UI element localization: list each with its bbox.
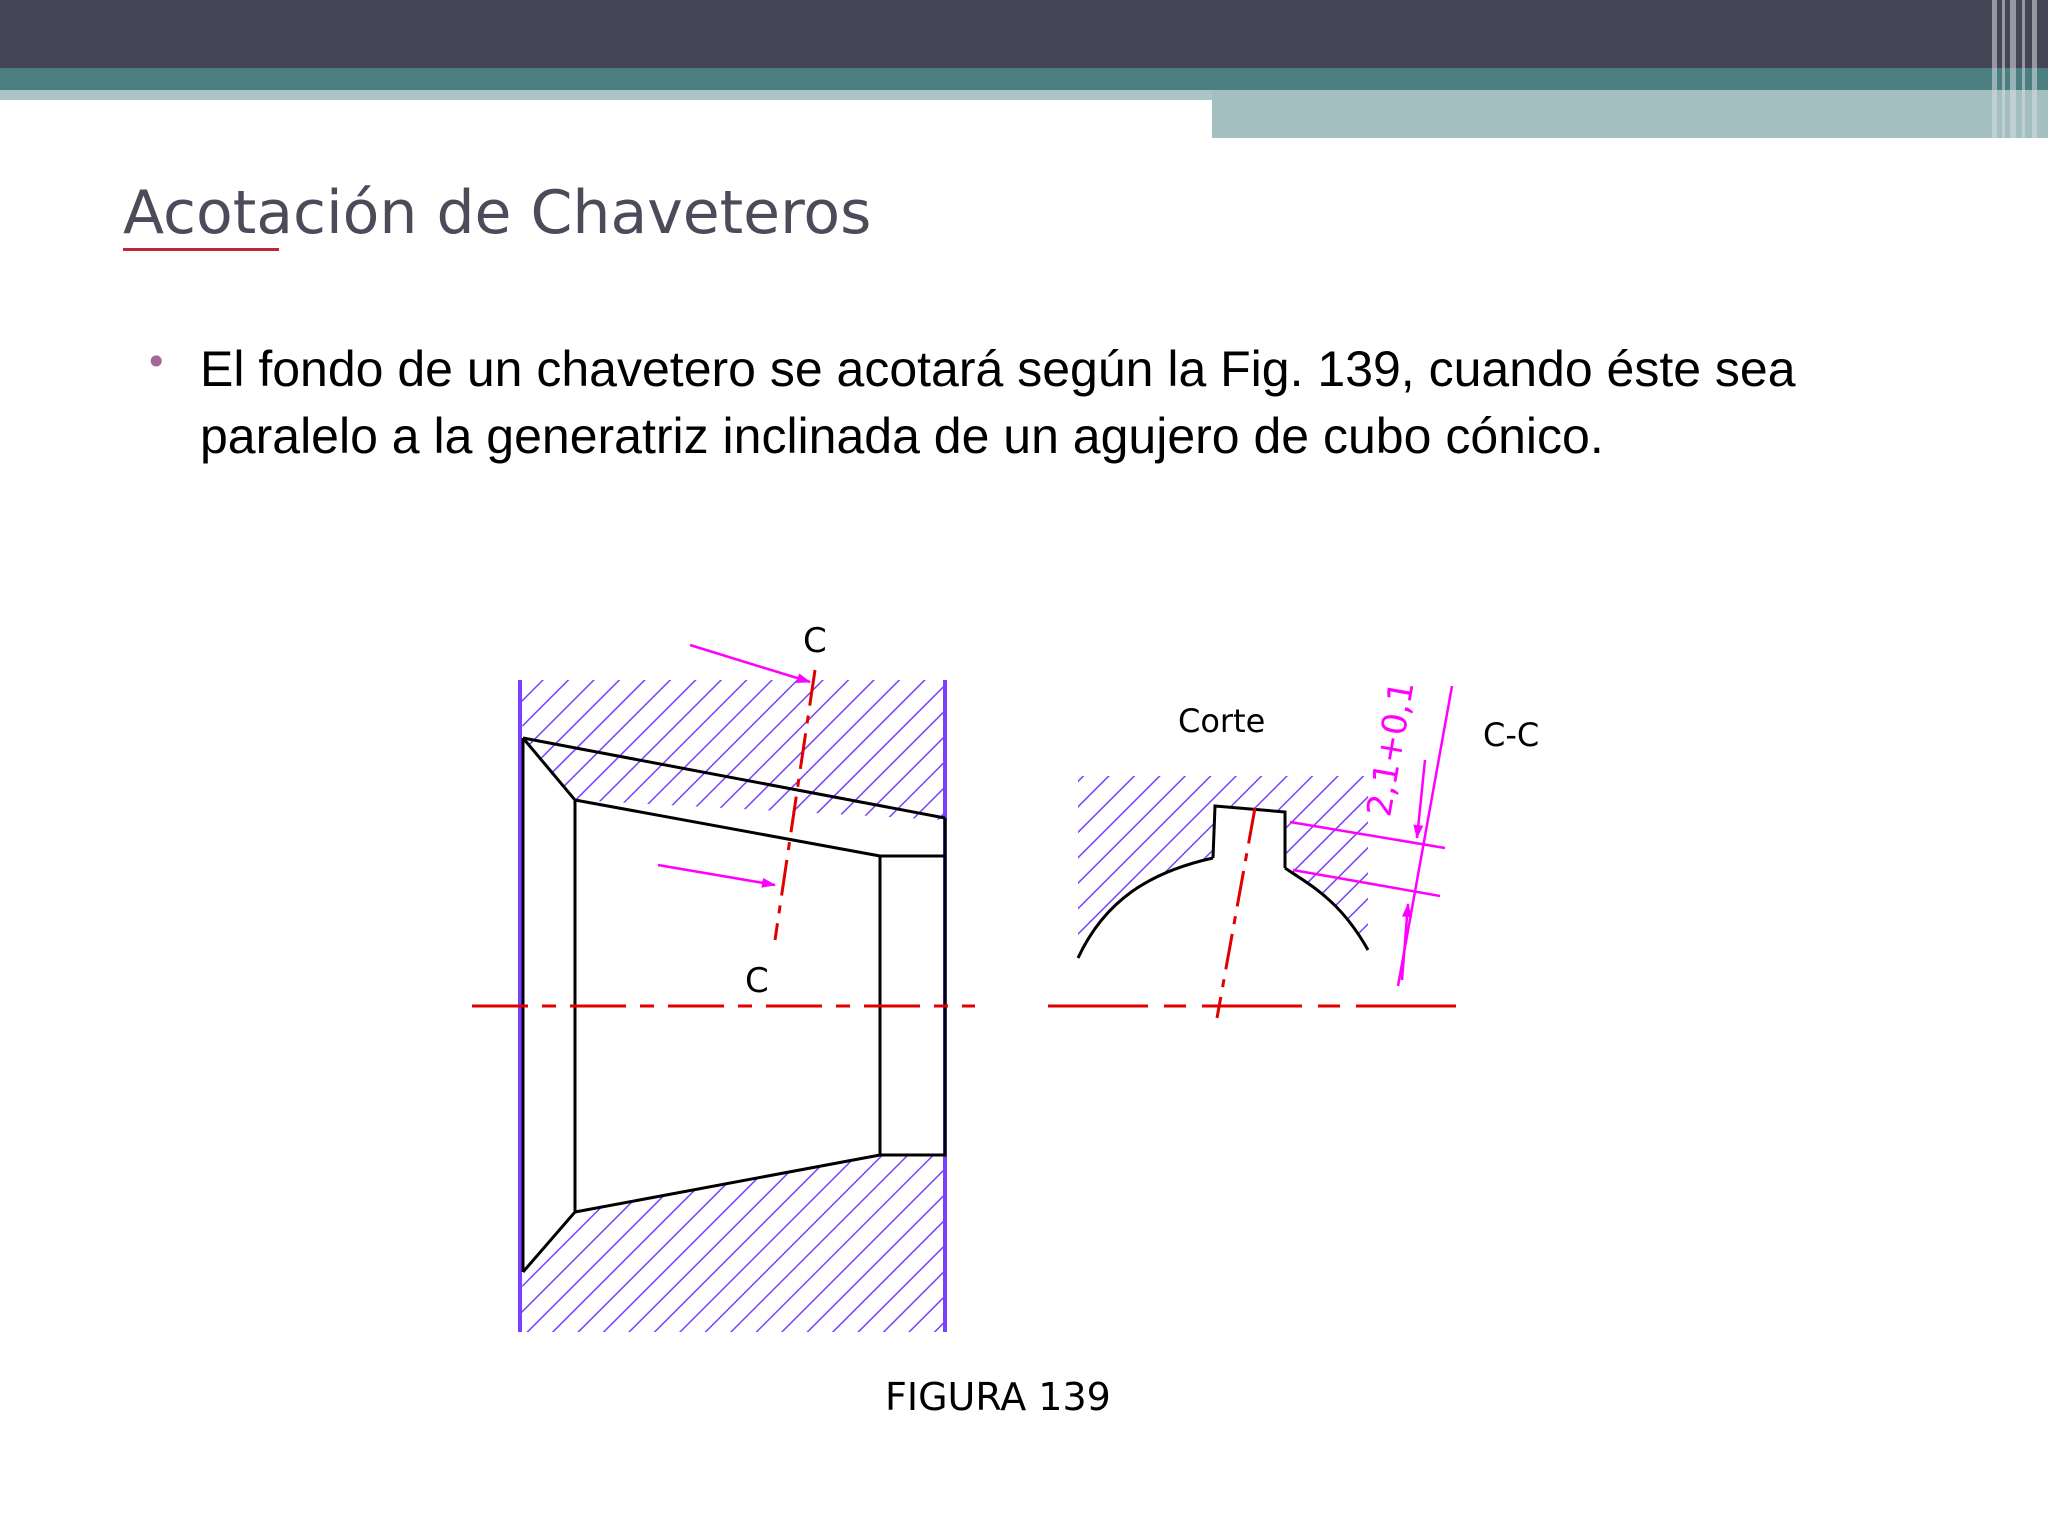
section-hatch	[1078, 776, 1368, 958]
bullet-icon: •	[145, 340, 168, 384]
bullet-text: El fondo de un chavetero se acotará según la Fig. 139, cuando éste sea paralelo a la generatriz inclinada de un agujero de cubo cónico.	[200, 341, 1796, 464]
figure-caption: FIGURA 139	[885, 1375, 1111, 1419]
section-label-top: C	[803, 621, 827, 661]
dimension-label: 2,1+0,1	[1359, 678, 1423, 820]
hub-view	[472, 621, 975, 1332]
section-name-label: C-C	[1483, 716, 1540, 754]
corte-label: Corte	[1178, 702, 1266, 740]
section-view	[1048, 678, 1539, 1018]
section-label-bottom: C	[745, 961, 769, 1001]
slide-title: Acotación de Chaveteros	[123, 178, 872, 248]
